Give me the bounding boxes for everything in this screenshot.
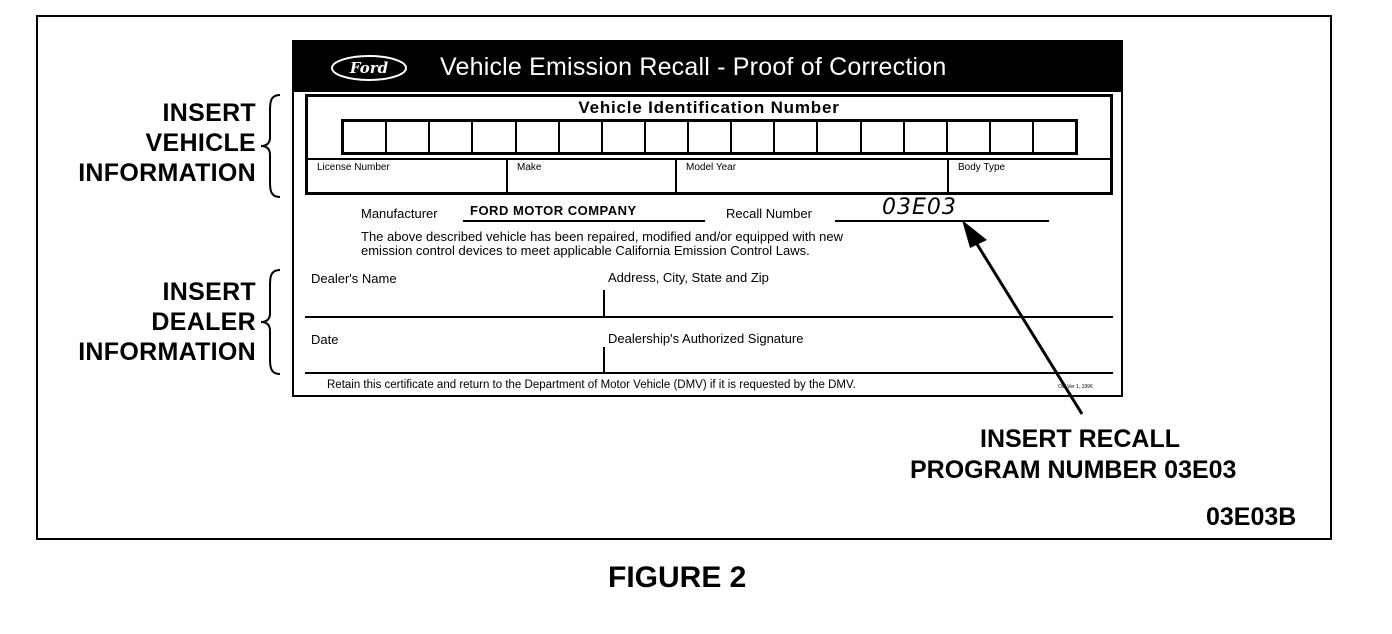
vin-character-box[interactable] bbox=[646, 122, 689, 152]
vin-character-box[interactable] bbox=[991, 122, 1034, 152]
vin-character-box[interactable] bbox=[387, 122, 430, 152]
license-number-label: License Number bbox=[317, 162, 390, 173]
vehicle-brace-icon bbox=[258, 93, 284, 199]
vin-character-box[interactable] bbox=[430, 122, 473, 152]
statement-line-1: The above described vehicle has been repaired, modified and/or equipped with new bbox=[361, 229, 844, 244]
statement-line-2: emission control devices to meet applicable California Emission Control Laws. bbox=[361, 243, 810, 258]
vin-character-box[interactable] bbox=[818, 122, 861, 152]
dealer-info-callout bbox=[50, 277, 256, 367]
callout-line: DEALER bbox=[151, 308, 256, 336]
vin-character-box[interactable] bbox=[862, 122, 905, 152]
vin-entry-boxes[interactable] bbox=[341, 119, 1078, 155]
recall-callout-line-1: INSERT RECALL bbox=[980, 425, 1180, 453]
dealer-row-divider bbox=[603, 290, 605, 317]
vin-character-box[interactable] bbox=[603, 122, 646, 152]
dealer-brace-icon bbox=[258, 268, 284, 376]
figure-code: 03E03B bbox=[1206, 503, 1297, 531]
signature-label: Dealership's Authorized Signature bbox=[608, 331, 804, 346]
footer-version: Oct Ver 1, 1996 bbox=[1058, 384, 1093, 390]
license-number-field[interactable] bbox=[308, 160, 508, 192]
body-type-field[interactable] bbox=[949, 160, 1110, 192]
recall-number-label: Recall Number bbox=[726, 206, 812, 221]
card-title: Vehicle Emission Recall - Proof of Correction bbox=[440, 53, 947, 81]
callout-line: INFORMATION bbox=[78, 338, 256, 366]
vin-character-box[interactable] bbox=[560, 122, 603, 152]
manufacturer-label: Manufacturer bbox=[361, 206, 438, 221]
recall-callout-line-2: PROGRAM NUMBER 03E03 bbox=[910, 456, 1237, 484]
model-year-label: Model Year bbox=[686, 162, 737, 173]
vin-character-box[interactable] bbox=[732, 122, 775, 152]
footer-text: Retain this certificate and return to the Department of Motor Vehicle (DMV) if it is requested by the DMV. bbox=[327, 379, 856, 391]
card-header bbox=[294, 42, 1121, 92]
pointer-arrow-icon bbox=[950, 210, 1090, 420]
vehicle-info-callout bbox=[50, 98, 256, 188]
vin-character-box[interactable] bbox=[517, 122, 560, 152]
vin-character-box[interactable] bbox=[1034, 122, 1075, 152]
vin-character-box[interactable] bbox=[905, 122, 948, 152]
vin-character-box[interactable] bbox=[775, 122, 818, 152]
vin-character-box[interactable] bbox=[473, 122, 516, 152]
callout-line: VEHICLE bbox=[145, 129, 256, 157]
dealer-name-label: Dealer's Name bbox=[311, 271, 397, 286]
figure-caption: FIGURE 2 bbox=[608, 561, 747, 594]
make-field[interactable] bbox=[508, 160, 677, 192]
vin-title: Vehicle Identification Number bbox=[578, 98, 840, 117]
make-label: Make bbox=[517, 162, 542, 173]
ford-logo bbox=[330, 54, 408, 82]
callout-line: INSERT bbox=[162, 278, 256, 306]
svg-text:Ford: Ford bbox=[349, 59, 389, 77]
date-label: Date bbox=[311, 332, 339, 347]
vehicle-info-row bbox=[308, 158, 1110, 192]
callout-line: INSERT bbox=[162, 99, 256, 127]
vin-section bbox=[305, 94, 1113, 195]
callout-line: INFORMATION bbox=[78, 159, 256, 187]
vin-character-box[interactable] bbox=[689, 122, 732, 152]
manufacturer-value: FORD MOTOR COMPANY bbox=[470, 203, 637, 218]
vin-character-box[interactable] bbox=[948, 122, 991, 152]
model-year-field[interactable] bbox=[677, 160, 949, 192]
manufacturer-underline bbox=[463, 220, 705, 222]
signature-row-divider bbox=[603, 347, 605, 373]
recall-number-value[interactable]: 03E03 bbox=[882, 195, 957, 220]
address-label: Address, City, State and Zip bbox=[608, 270, 769, 285]
body-type-label: Body Type bbox=[958, 162, 1006, 173]
vin-character-box[interactable] bbox=[344, 122, 387, 152]
